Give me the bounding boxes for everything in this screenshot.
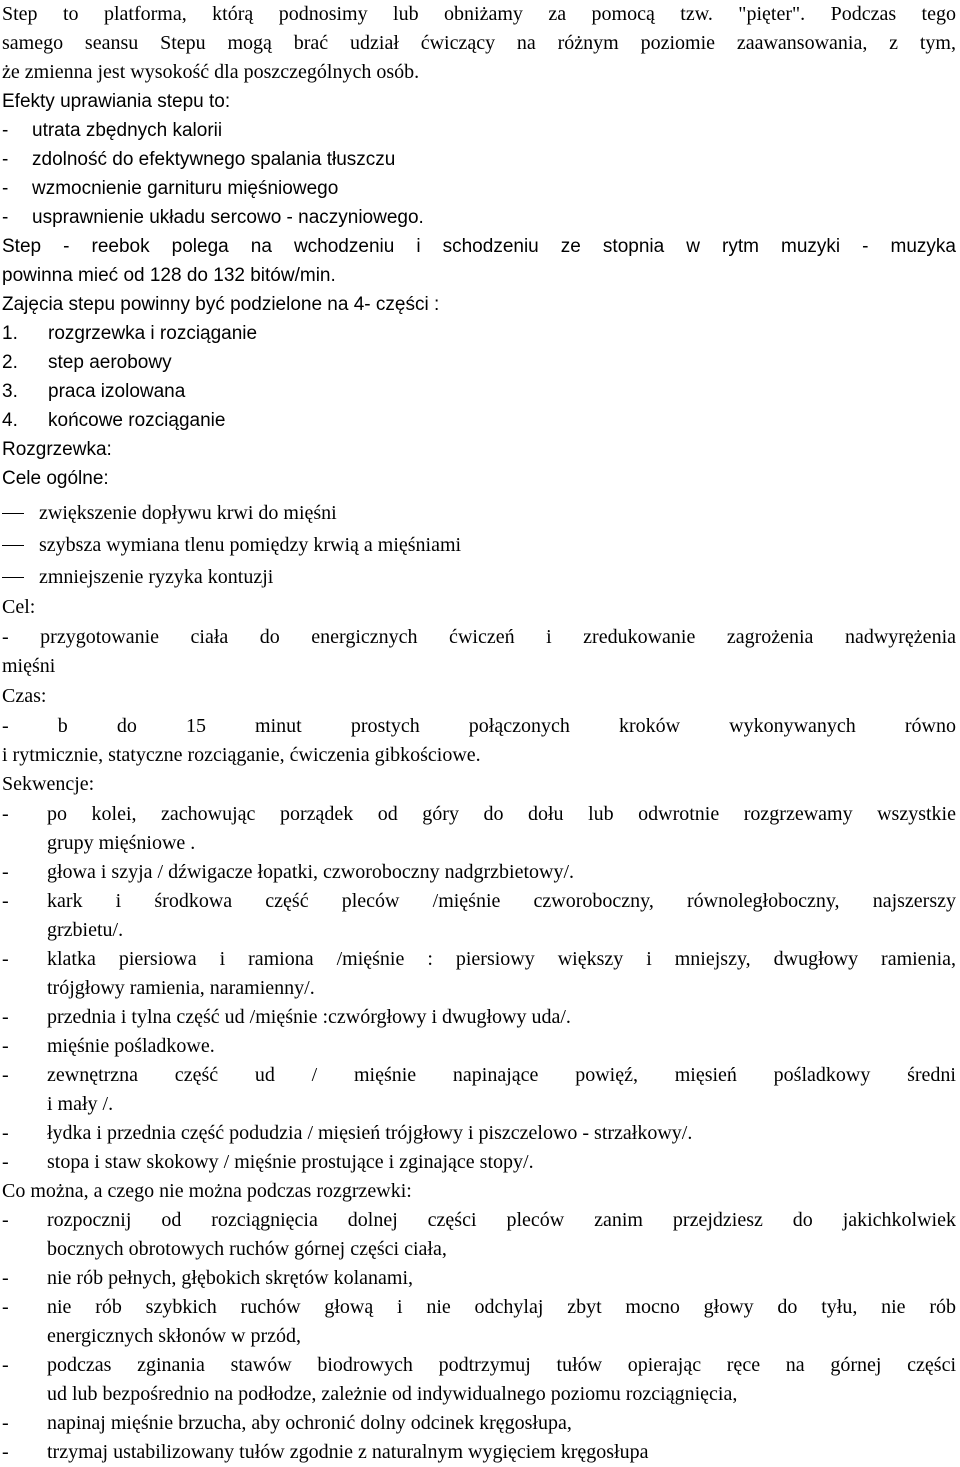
list-item: - wzmocnienie garnituru mięśniowego (2, 178, 339, 199)
list-item-continuation: i mały /. (47, 1093, 114, 1115)
list-item-continuation: ud lub bezpośrednio na podłodze, zależnie od indywidualnego poziomu rozciągnięcia, (47, 1383, 738, 1405)
warmup-title: Rozgrzewka: (2, 439, 112, 460)
step-reebok-line-2: powinna mieć od 128 do 132 bitów/min. (2, 265, 336, 286)
list-item: - rozpocznij od rozciągnięcia dolnej części pleców zanim przejdziesz do jakichkolwiek bocznych obrotowych ruchów górnej części ciała, (2, 1206, 956, 1264)
list-item: - nie rób pełnych, głębokich skrętów kolanami, (2, 1267, 414, 1289)
list-item: - nie rób szybkich ruchów głową i nie odchylaj zbyt mocno głowy do tyłu, nie rób energicznych skłonów w przód, (2, 1293, 956, 1351)
list-item: 1. rozgrzewka i rozciąganie (2, 323, 258, 344)
list-item-continuation: grupy mięśniowe . (47, 832, 196, 854)
effects-title: Efekty uprawiania stepu to: (2, 91, 231, 112)
time-line-1: - b do 15 minut prostych połączonych kroków wykonywanych równo (2, 715, 956, 737)
list-item: - usprawnienie układu sercowo - naczyniowego. (2, 207, 424, 228)
goal-line-2: mięśni (2, 655, 56, 677)
intro-line-2: samego seansu Stepu mogą brać udział ćwiczący na różnym poziomie zaawansowania, z tym, (2, 32, 956, 54)
step-reebok-line-1: Step - reebok polega na wchodzeniu i schodzeniu ze stopnia w rytm muzyki - muzyka (2, 236, 956, 257)
goal-line-1: - przygotowanie ciała do energicznych ćwiczeń i zredukowanie zagrożenia nadwyrężenia (2, 626, 956, 648)
effects-list (2, 116, 956, 232)
list-item: zmniejszenie ryzyka kontuzji (2, 561, 956, 593)
list-item: - kark i środkowa część pleców /mięśnie czworoboczny, równoległoboczny, najszerszy grzbietu/. (2, 887, 956, 945)
parts-list (2, 319, 956, 435)
intro-line-1: Step to platforma, którą podnosimy lub obniżamy za pomocą tzw. "pięter". Podczas tego (2, 3, 956, 25)
list-item: - głowa i szyja / dźwigacze łopatki, czworoboczny nadgrzbietowy/. (2, 861, 575, 883)
dos-title: Co można, a czego nie można podczas rozgrzewki: (2, 1180, 412, 1202)
list-item: - podczas zginania stawów biodrowych podtrzymuj tułów opierając ręce na górnej części ud lub bezpośrednio na podłodze, zależnie od indywidualnego poziomu rozciągnięcia, (2, 1351, 956, 1409)
list-item-continuation: trójgłowy ramienia, naramienny/. (47, 977, 315, 999)
list-item: - trzymaj ustabilizowany tułów zgodnie z naturalnym wygięciem kręgosłupa (2, 1441, 649, 1463)
general-goals-list (2, 497, 956, 593)
list-item-continuation: bocznych obrotowych ruchów górnej części ciała, (47, 1238, 447, 1260)
list-item: - łydka i przednia część podudzia / mięsień trójgłowy i piszczelowo - strzałkowy/. (2, 1122, 693, 1144)
list-item: 3. praca izolowana (2, 381, 186, 402)
list-item: - przednia i tylna część ud /mięśnie :czwórgłowy i dwugłowy uda/. (2, 1006, 571, 1028)
list-item: - stopa i staw skokowy / mięśnie prostujące i zginające stopy/. (2, 1151, 534, 1173)
list-item: 2. step aerobowy (2, 352, 172, 373)
list-item: - utrata zbędnych kalorii (2, 120, 223, 141)
time-line-2: i rytmicznie, statyczne rozciąganie, ćwiczenia gibkościowe. (2, 744, 481, 766)
list-item: szybsza wymiana tlenu pomiędzy krwią a mięśniami (2, 529, 956, 561)
dos-list (2, 1206, 956, 1467)
list-item: - zdolność do efektywnego spalania tłuszczu (2, 149, 396, 170)
time-title: Czas: (2, 685, 47, 707)
sequences-title: Sekwencje: (2, 773, 95, 795)
general-goals-title: Cele ogólne: (2, 468, 109, 489)
list-item: - zewnętrzna część ud / mięśnie napinające powięź, mięsień pośladkowy średni i mały /. (2, 1061, 956, 1119)
list-item: zwiększenie dopływu krwi do mięśni (2, 497, 956, 529)
list-item: - mięśnie pośladkowe. (2, 1035, 215, 1057)
intro-line-3: że zmienna jest wysokość dla poszczególnych osób. (2, 61, 420, 83)
list-item-continuation: energicznych skłonów w przód, (47, 1325, 302, 1347)
list-item: - po kolei, zachowując porządek od góry do dołu lub odwrotnie rozgrzewamy wszystkie grupy mięśniowe . (2, 800, 956, 858)
list-item: - klatka piersiowa i ramiona /mięśnie : piersiowy większy i mniejszy, dwugłowy ramienia, trójgłowy ramienia, naramienny/. (2, 945, 956, 1003)
list-item-continuation: grzbietu/. (47, 919, 124, 941)
parts-title: Zajęcia stepu powinny być podzielone na 4- części : (2, 294, 440, 315)
sequences-list (2, 800, 956, 1177)
list-item: - napinaj mięśnie brzucha, aby ochronić dolny odcinek kręgosłupa, (2, 1412, 572, 1434)
list-item: 4. końcowe rozciąganie (2, 410, 226, 431)
goal-title: Cel: (2, 596, 36, 618)
